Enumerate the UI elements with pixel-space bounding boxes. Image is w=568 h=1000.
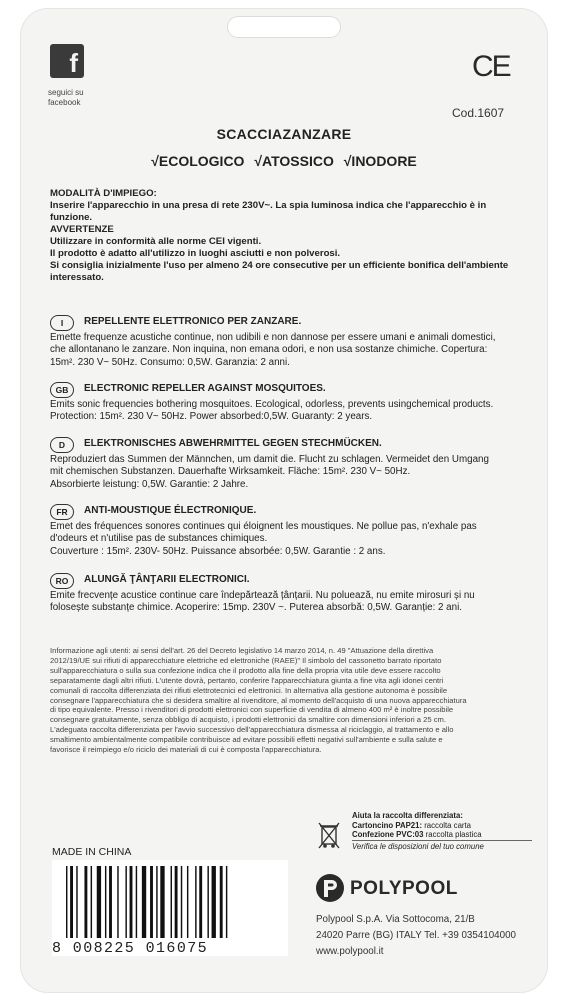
feature-list [0,153,568,169]
hang-hole [227,16,341,38]
product-code: Cod.1607 [452,106,505,120]
usage-block [50,188,530,284]
barcode-bars [66,866,278,938]
language-badge: FR [50,504,74,520]
section-text: Emite frecvențe acustice continue care îndepărtează țânțarii. Nu poluează, nu emite mirosuri și nu folosește substanțe chimice. Acoperire: 15mp. 230V ~. Puterea absorbă: 0,5W. Garanție: 2 ani. [50,590,475,614]
made-in-label: MADE IN CHINA [52,846,132,858]
warning-line: Si consiglia inizialmente l'uso per almeno 24 ore consecutive per un efficiente bonifica dell'ambiente [50,260,509,271]
section-text: Emette frequenze acustiche continue, non udibili e non dannose per essere umani e animali domestici, che allontanano le zanzare. Non inquina, non emana odori, e non usa sostanze chimiche. Copertura: 15m². 230 V~ 50Hz. Consumo: 0,5W. Garanzia: 2 anni. [50,332,496,368]
recycling-info [352,811,532,851]
warning-line: Il prodotto è adatto all'utilizzo in luoghi asciutti e non polverosi. [50,248,341,259]
section-heading: ANTI-MOUSTIQUE ÉLECTRONIQUE. [84,505,257,516]
warning-line: interessato. [50,272,104,283]
warning-line: Utilizzare in conformità alle norme CEI vigenti. [50,236,262,247]
feature-ecologico: √ECOLOGICO [151,153,245,169]
language-badge: GB [50,382,74,398]
language-badge: RO [50,573,74,589]
recycling-line: Cartoncino PAP21: raccolta carta [352,820,472,830]
barcode [52,860,288,956]
warning-heading: AVVERTENZE [50,224,114,235]
weee-legal-notice: Informazione agli utenti: ai sensi dell'art. 26 del Decreto legislativo 14 marzo 2014, n. 49 "Attuazione della direttiva 2012/19/UE sui rifiuti di apparecchiature elettriche ed elettroniche (RAEE)" Il simbolo del cassonetto barrato riportato sull'apparecchiatura o sulla sua confezione indica che il prodotto alla fine della propria vita utile deve essere raccolto separatamente dagli altri rifiuti. L'utente dovrà, pertanto, conferire l'apparecchiatura giunta a fine vita agli idonei centri comunali di raccolta differenziata dei rifiuti elettrotecnici ed elettronici. In alternativa alla gestione autonoma è possibile consegnare l'apparecchiatura che si desidera smaltire al rivenditore, al momento dell'acquisto di una nuova apparecchiatura di tipo equivalente. Presso i rivenditori di prodotti elettronici con superficie di vendita di almeno 400 m² è inoltre possibile consegnare gratuitamente, senza obbligo di acquisto, i prodotti elettronici da smaltire con dimensioni inferiori a 25 cm. L'adeguata raccolta differenziata per l'avvio successivo dell'apparecchiatura dismessa al riciclaggio, al trattamento e allo smaltimento ambientalmente compatibile contribuisce ad evitare possibili effetti negativi sull'ambiente e sulla salute e favorisce il reimpiego e/o riciclo dei materiali di cui è composta l'apparecchiatura. [50,646,467,755]
recycling-line: Confezione PVC:03 raccolta plastica [352,830,482,840]
company-address: Polypool S.p.A. Via Sottocoma, 21/B 24020 Parre (BG) ITALY Tel. +39 0354104000 www.polypool.it [316,912,546,960]
crossed-bin-icon [316,821,342,849]
language-badge: I [50,315,74,331]
brand-name: POLYPOOL [350,878,458,899]
language-badge: D [50,437,74,453]
usage-heading: MODALITÀ D'IMPIEGO: [50,188,157,199]
recycling-heading: Aiuta la raccolta differenziata: [352,811,463,820]
website-link[interactable]: www.polypool.it [316,946,384,957]
section-heading: ELEKTRONISCHES ABWEHRMITTEL GEGEN STECHMÜCKEN. [84,438,382,449]
recycling-note: Verifica le disposizioni del tuo comune [352,840,532,852]
facebook-caption: seguici su facebook [48,88,84,107]
section-heading: ELECTRONIC REPELLER AGAINST MOSQUITOES. [84,383,326,394]
polypool-logo-icon [316,873,344,903]
barcode-number: 8 008225 016075 [52,940,209,957]
feature-atossico: √ATOSSICO [254,153,334,169]
ce-mark: CE [472,50,510,83]
section-text: Emet des fréquences sonores continues qui éloignent les moustiques. Ne pollue pas, n'exhale pas d'odeurs et n'utilise pas de substances chimiques. Couverture : 15m². 230V- 50Hz. Puissance absorbée: 0,5W. Garantie : 2 ans. [50,521,477,557]
facebook-icon[interactable]: f [50,44,84,78]
product-title: SCACCIAZANZARE [216,126,352,142]
section-heading: REPELLENTE ELETTRONICO PER ZANZARE. [84,316,302,327]
section-heading: ALUNGĂ ŢÂNŢARII ELECTRONICI. [84,574,250,585]
usage-text: Inserire l'apparecchio in una presa di rete 230V~. La spia luminosa indica che l'apparecchio è in funzione. [50,200,487,223]
section-text: Reproduziert das Summen der Männchen, um damit die. Flucht zu schlagen. Vermeidet den Umgang mit chemischen Substanzen. Dauerhafte Wirksamkeit. Fläche: 15m². 230 V~ 50Hz. Absorbierte leistung: 0,5W. Garantie: 2 Jahre. [50,454,489,490]
section-text: Emits sonic frequencies bothering mosquitoes. Ecological, odorless, prevents usingchemical products. Protection: 15m². 230 V~ 50Hz. Power absorbed:0,5W. Guaranty: 2 years. [50,399,494,423]
feature-inodore: √INODORE [343,153,417,169]
